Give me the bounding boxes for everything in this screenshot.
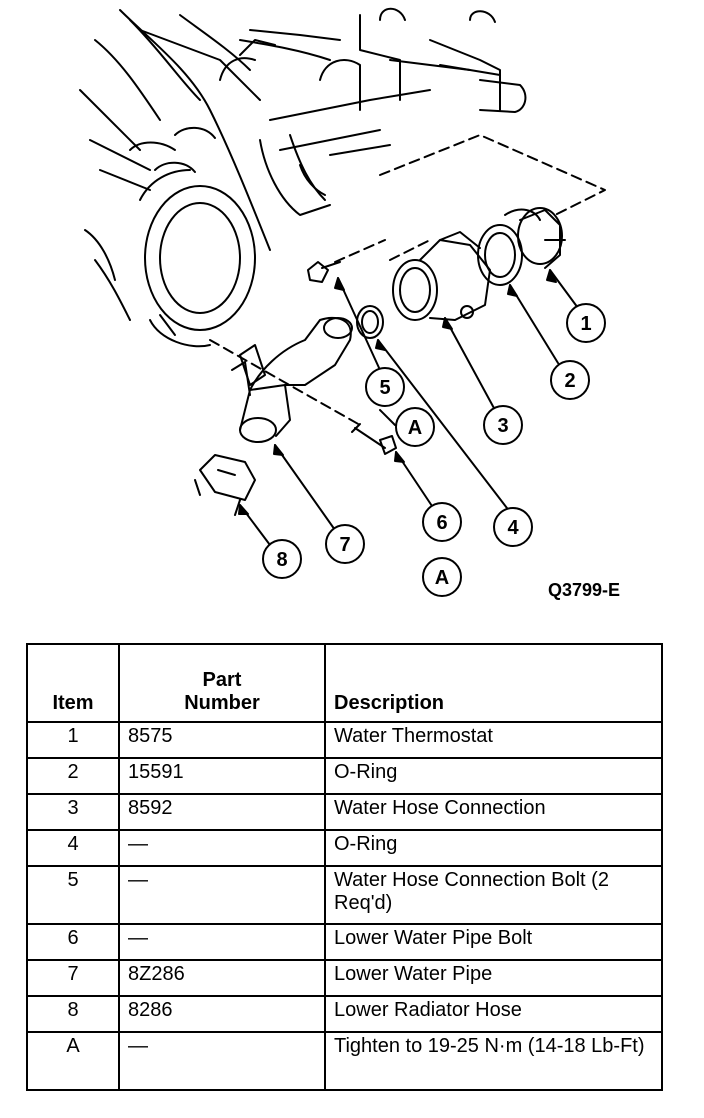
row-item: 5 — [27, 866, 119, 924]
row-part-number: 8286 — [119, 996, 325, 1032]
row-description: Tighten to 19-25 N·m (14-18 Lb-Ft) — [325, 1032, 662, 1090]
row-description: O-Ring — [325, 830, 662, 866]
row-description: Water Hose Connection — [325, 794, 662, 830]
row-item: 7 — [27, 960, 119, 996]
row-item: 1 — [27, 722, 119, 758]
table-row — [27, 996, 662, 1032]
table-row — [27, 960, 662, 996]
table-row — [27, 794, 662, 830]
callout-label-A2: A — [434, 567, 450, 589]
row-item: A — [27, 1032, 119, 1090]
row-item: 2 — [27, 758, 119, 794]
row-part-number: 8575 — [119, 722, 325, 758]
row-part-number: — — [119, 1032, 325, 1090]
header-item: Item — [27, 644, 119, 722]
table-row — [27, 924, 662, 960]
o-ring-2-part — [478, 225, 522, 285]
callout-label-8: 8 — [276, 549, 288, 571]
figure-code: Q3799-E — [548, 580, 621, 600]
row-part-number: — — [119, 830, 325, 866]
row-item: 6 — [27, 924, 119, 960]
row-item: 3 — [27, 794, 119, 830]
table-row — [27, 758, 662, 794]
row-part-number: 15591 — [119, 758, 325, 794]
table-row — [27, 722, 662, 758]
connection-bolt-part — [308, 262, 340, 282]
lower-water-pipe-part — [232, 318, 352, 442]
alignment-lines — [210, 135, 605, 425]
table-row — [27, 1032, 662, 1090]
row-description: Lower Radiator Hose — [325, 996, 662, 1032]
table-header-row — [27, 644, 662, 722]
callout-label-2: 2 — [564, 370, 576, 392]
parts-table — [26, 643, 663, 1091]
callout-label-4: 4 — [507, 517, 519, 539]
table-row — [27, 830, 662, 866]
engine-block-sketch — [80, 9, 525, 347]
callout-label-5: 5 — [379, 377, 391, 399]
row-item: 4 — [27, 830, 119, 866]
row-description: Lower Water Pipe — [325, 960, 662, 996]
header-description: Description — [325, 644, 662, 722]
row-part-number: 8Z286 — [119, 960, 325, 996]
callout-label-A1: A — [407, 417, 423, 439]
header-part-number: Part Number — [119, 644, 325, 722]
callout-label-3: 3 — [497, 415, 509, 437]
water-hose-connection-part — [393, 232, 490, 320]
row-description: Lower Water Pipe Bolt — [325, 924, 662, 960]
o-ring-4-part — [357, 306, 383, 338]
callout-label-7: 7 — [339, 534, 351, 556]
row-part-number: 8592 — [119, 794, 325, 830]
row-description: Water Thermostat — [325, 722, 662, 758]
row-description: Water Hose Connection Bolt (2 Req'd) — [325, 866, 662, 924]
row-item: 8 — [27, 996, 119, 1032]
row-part-number: — — [119, 866, 325, 924]
row-part-number: — — [119, 924, 325, 960]
lower-water-pipe-bolt-part — [352, 424, 396, 454]
lower-radiator-hose-part — [195, 455, 255, 515]
table-row — [27, 866, 662, 924]
row-description: O-Ring — [325, 758, 662, 794]
callout-label-1: 1 — [580, 313, 592, 335]
callout-label-6: 6 — [436, 512, 448, 534]
